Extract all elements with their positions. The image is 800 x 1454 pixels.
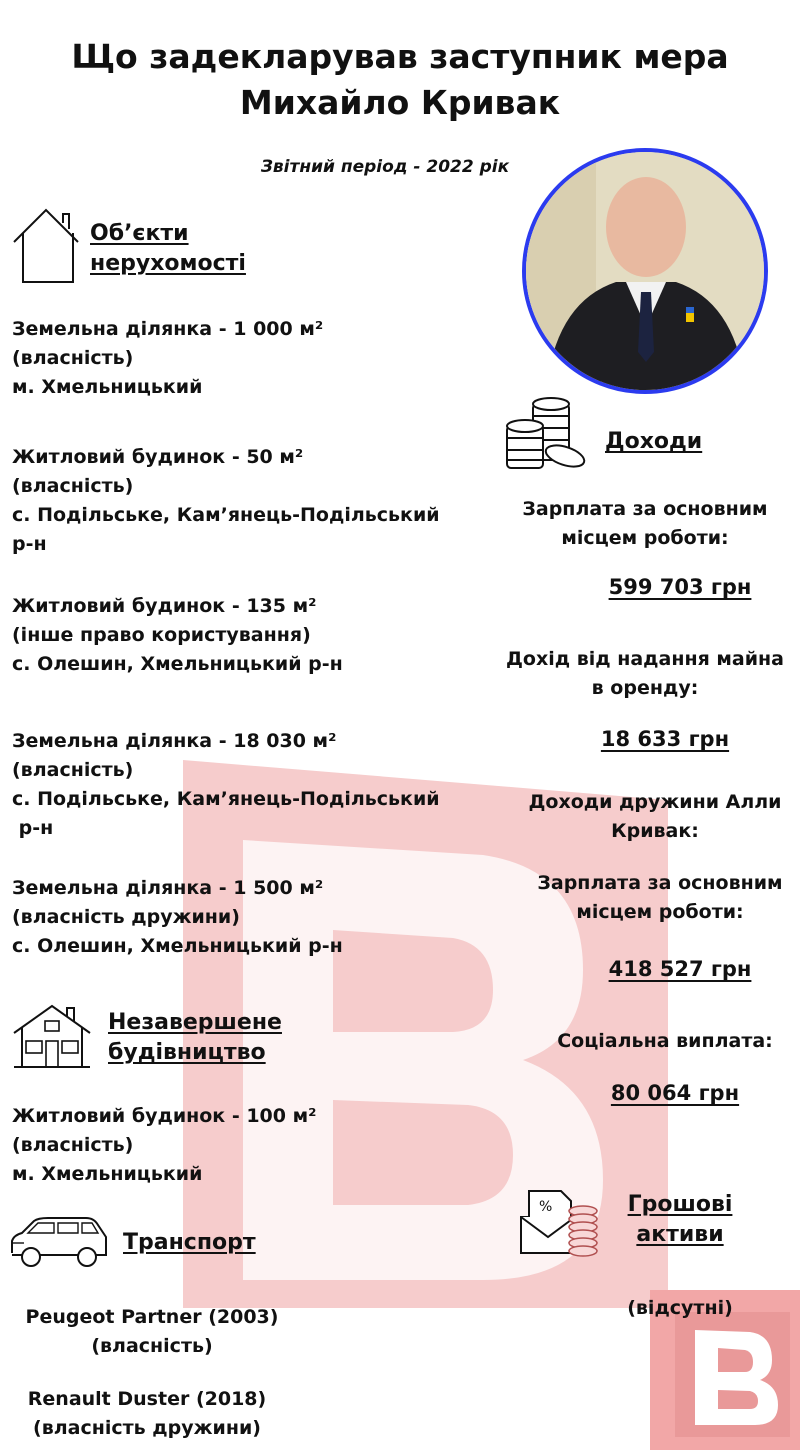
- item-line: м. Хмельницький: [12, 1163, 203, 1185]
- suv-car-icon: [8, 1215, 110, 1271]
- real-estate-heading-line-1: Об’єкти: [90, 221, 189, 246]
- income-heading: Доходи: [605, 429, 703, 454]
- item-line: Земельна ділянка - 1 000 м²: [12, 318, 324, 340]
- real-estate-heading: [90, 219, 246, 279]
- cash-heading-line-1: Грошові: [627, 1192, 733, 1217]
- reporting-period: Звітний період - 2022 рік: [260, 157, 510, 177]
- item-line: с. Олешин, Хмельницький р-н: [12, 935, 343, 957]
- label-line: в оренду:: [591, 677, 699, 699]
- item-line: (власність): [91, 1335, 213, 1357]
- label-line: Зарплата за основним: [537, 872, 783, 894]
- item-line: (власність): [12, 759, 134, 781]
- cash-value: (відсутні): [627, 1297, 733, 1319]
- salary-amount: 599 703 грн: [608, 575, 752, 599]
- wife-salary-amount: 418 527 грн: [608, 957, 752, 981]
- unfinished-heading: [108, 1008, 282, 1068]
- real-estate-item-1: [12, 315, 323, 402]
- item-line: р-н: [12, 817, 54, 839]
- rent-label: [495, 645, 795, 703]
- transport-item-1: [12, 1303, 292, 1361]
- house-outline-icon: [11, 206, 81, 284]
- wife-salary-label: [520, 869, 800, 927]
- social-amount: 80 064 грн: [610, 1081, 740, 1105]
- item-line: Peugeot Partner (2003): [25, 1306, 279, 1328]
- social-label: Соціальна виплата:: [557, 1030, 773, 1052]
- real-estate-item-2: [12, 443, 440, 559]
- transport-heading: Транспорт: [123, 1230, 256, 1255]
- money-envelope-icon: [517, 1187, 601, 1259]
- unfinished-item: [12, 1102, 316, 1189]
- label-line: Дохід від надання майна: [506, 648, 784, 670]
- label-line: місцем роботи:: [576, 901, 744, 923]
- coin-stacks-icon: [503, 396, 589, 474]
- item-line: с. Олешин, Хмельницький р-н: [12, 653, 343, 675]
- item-line: Земельна ділянка - 1 500 м²: [12, 877, 324, 899]
- cash-heading: [615, 1190, 745, 1250]
- item-line: Житловий будинок - 100 м²: [12, 1105, 317, 1127]
- page-title: [0, 34, 800, 126]
- salary-label: [500, 495, 790, 553]
- item-line: с. Подільське, Кам’янець-Подільський: [12, 788, 440, 810]
- item-line: (власність): [12, 475, 134, 497]
- item-line: Житловий будинок - 135 м²: [12, 595, 317, 617]
- label-line: місцем роботи:: [561, 527, 729, 549]
- title-line-2: Михайло Кривак: [239, 83, 561, 122]
- item-line: с. Подільське, Кам’янець-Подільський: [12, 504, 440, 526]
- person-portrait-icon: [526, 152, 764, 390]
- item-line: (інше право користування): [12, 624, 311, 646]
- item-line: (власність): [12, 1134, 134, 1156]
- item-line: м. Хмельницький: [12, 376, 203, 398]
- label-line: Доходи дружини Алли: [528, 791, 782, 813]
- rent-amount: 18 633 грн: [600, 727, 730, 751]
- label-line: Зарплата за основним: [522, 498, 768, 520]
- avatar: [522, 148, 768, 394]
- real-estate-item-3: [12, 592, 343, 679]
- item-line: (власність): [12, 347, 134, 369]
- real-estate-item-4: [12, 727, 440, 843]
- item-line: Земельна ділянка - 18 030 м²: [12, 730, 337, 752]
- item-line: (власність дружини): [12, 906, 240, 928]
- transport-item-2: [12, 1385, 282, 1443]
- real-estate-heading-line-2: нерухомості: [90, 251, 246, 276]
- title-line-1: Що задекларував заступник мера: [71, 37, 729, 76]
- cottage-icon: [12, 1003, 92, 1069]
- item-line: р-н: [12, 533, 47, 555]
- label-line: Кривак:: [611, 820, 699, 842]
- cash-heading-line-2: активи: [636, 1222, 724, 1247]
- svg-text:%: %: [539, 1199, 553, 1215]
- unfinished-heading-line-1: Незавершене: [108, 1010, 282, 1035]
- real-estate-item-5: [12, 874, 343, 961]
- item-line: Житловий будинок - 50 м²: [12, 446, 304, 468]
- item-line: Renault Duster (2018): [27, 1388, 267, 1410]
- wife-income-label: [510, 788, 800, 846]
- unfinished-heading-line-2: будівництво: [108, 1040, 266, 1065]
- item-line: (власність дружини): [33, 1417, 261, 1439]
